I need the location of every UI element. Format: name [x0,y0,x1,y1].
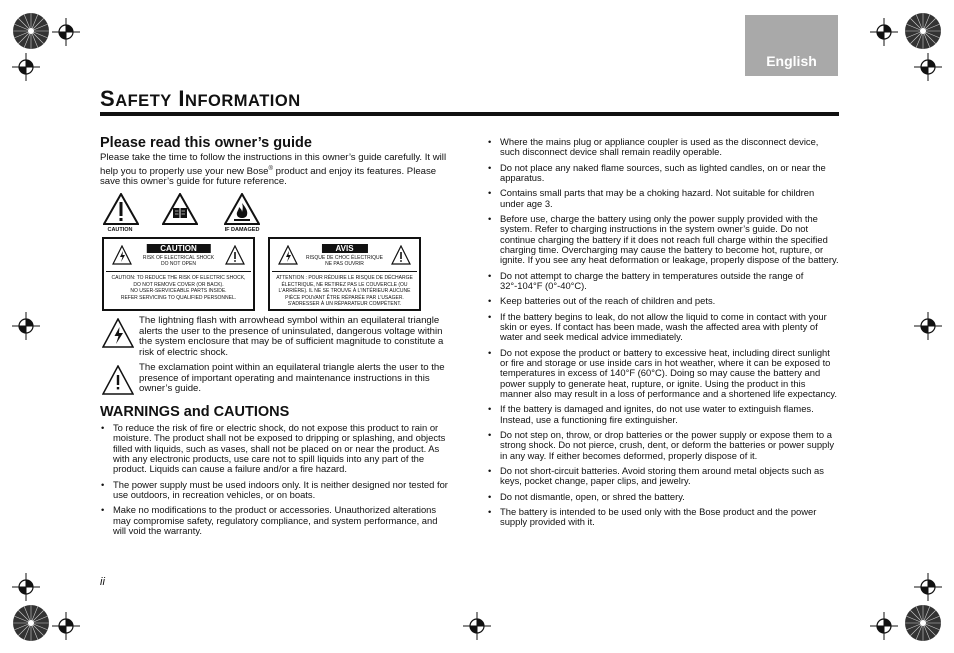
fire-triangle-icon [224,193,260,227]
sunburst-mark-icon [904,12,942,50]
caution-subtext: RISK OF ELECTRICAL SHOCK DO NOT OPEN [142,255,215,267]
owners-guide-text: product and enjoy its features. Please save this owner’s guide for future reference. [100,165,437,188]
owners-guide-text: Please take the time to follow the instructions in this owner’s guide carefully. It will help you to properly use your new Bose [100,152,447,177]
registration-mark-icon [870,612,898,640]
caution-divider [106,271,251,272]
avis-header: AVIS [321,244,367,253]
registration-mark-icon [12,312,40,340]
sunburst-mark-icon [12,12,50,50]
page-title [100,86,301,112]
title-initial: I [178,86,186,111]
list-item: • To reduce the risk of fire or electric shock, do not expose this product to rain or moisture. The product shall not be exposed to dripping or splashing, and objects filled with liquids, such as vases, shall not be placed on or near the product. As with any electronic products, use care not to spill liquids into any part of the product. Liquids can cause a failure and/or a fire hazard. [100,423,452,474]
exclamation-symbol-note: The exclamation point within an equilateral triangle alerts the user to the presence of important operating and maintenance instructions in this owner’s guide. [139,362,445,395]
list-item: • Do not place any naked flame sources, such as lighted candles, on or near the apparatus. [487,163,839,184]
list-item: • The power supply must be used indoors only. It is neither designed nor tested for use outdoors, in recreation vehicles, or on boats. [100,480,452,501]
avis-divider [272,271,417,272]
list-item: • Where the mains plug or appliance coupler is used as the disconnect device, such disconnect device shall remain readily operable. [487,137,839,158]
registration-mark-icon [12,53,40,81]
list-item: • Do not short-circuit batteries. Avoid storing them around metal objects such as keys, pocket change, paper clips, and jewelry. [487,466,839,487]
caution-label-box [102,237,255,311]
avis-subtext: RISQUE DE CHOC ÉLECTRIQUE NE PAS OUVRIR [306,255,383,267]
list-item: • Keep batteries out of the reach of children and pets. [487,296,839,306]
owners-guide-body [100,153,452,188]
lightning-symbol-note: The lightning flash with arrowhead symbol within an equilateral triangle alerts the user to the presence of uninsulated, dangerous voltage within the system enclosure that may be of sufficient magnitude to constitute a risk of electric shock. [139,315,444,358]
language-tab-label: English [766,53,817,69]
avis-label-box [268,237,421,311]
caution-body: CAUTION: TO REDUCE THE RISK OF ELECTRIC SHOCK, DO NOT REMOVE COVER (OR BACK). NO USER-SERVICEABLE PARTS INSIDE. REFER SERVICING TO QUALIFIED PERSONNEL. [111,275,246,301]
caution-header: CAUTION [146,244,210,253]
page-number: ii [100,576,105,588]
title-word-rest: NFORMATION [185,92,301,110]
list-item: • Before use, charge the battery using only the power supply provided with the system. Refer to charging instructions in the system owner’s guide. Do not continue charging the battery if it does not reach full charge within the specified charging time. Overcharging may cause the battery to become hot, rupture, or ignite. If you see any heat deformation or leakage, properly dispose of the battery. [487,214,839,265]
warnings-heading: WARNINGS and CAUTIONS [100,404,290,420]
list-item: • Make no modifications to the product or accessories. Unauthorized alterations may compromise safety, regulatory compliance, and system performance, and will void the warranty. [100,505,452,536]
list-item: • If the battery begins to leak, do not allow the liquid to come in contact with your skin or eyes. If contact has been made, wash the affected area with plenty of water and seek medical advice immediately. [487,312,839,343]
title-word-rest: AFETY [115,92,172,110]
list-item: • Do not attempt to charge the battery in temperatures outside the range of 32°-104°F (0°-40°C). [487,271,839,292]
list-item: • Do not step on, throw, or drop batteries or the power supply or expose them to a strong shock. Do not pierce, crush, dent, or deform the batteries or power supply in any way. If either becomes deformed, properly dispose of it. [487,430,839,461]
registration-mark-icon [52,612,80,640]
sunburst-mark-icon [904,604,942,642]
registration-mark-icon [463,612,491,640]
title-initial: S [100,86,116,111]
language-tab[interactable] [745,15,838,76]
if-damaged-label: IF DAMAGED [224,227,260,233]
registration-mark-icon [52,18,80,46]
registration-mark-icon [12,573,40,601]
registration-mark-icon [914,312,942,340]
owners-guide-heading: Please read this owner’s guide [100,135,312,151]
title-rule [100,112,839,116]
list-item: • If the battery is damaged and ignites, do not use water to extinguish flames. Instead, use a functioning fire extinguisher. [487,404,839,425]
registration-mark-icon [870,18,898,46]
caution-triangle-icon [103,193,139,227]
registration-mark-icon [914,573,942,601]
list-item: • Contains small parts that may be a choking hazard. Not suitable for children under age 3. [487,188,839,209]
registration-mark-icon [914,53,942,81]
lightning-triangle-icon [102,318,134,353]
list-item: • Do not dismantle, open, or shred the battery. [487,492,839,502]
list-item: • The battery is intended to be used only with the Bose product and the power supply provided with it. [487,507,839,528]
avis-body: ATTENTION : POUR RÉDUIRE LE RISQUE DE DÉCHARGE ÉLECTRIQUE, NE RETIREZ PAS LE COUVERCLE (OU L'ARRIÈRE). IL NE SE TROUVE À L'INTÉRIEUR AUCUNE PIÈCE POUVANT ÊTRE RÉPARÉE PAR L'USAGER. S'ADRESSER À UN RÉPARATEUR COMPÉTENT. [276,275,413,308]
warnings-list-left [100,423,452,541]
manual-triangle-icon [162,193,198,227]
warnings-list-right [487,137,839,533]
registered-mark: ® [268,165,273,172]
exclamation-triangle-icon [102,365,134,400]
caution-label: CAUTION [107,227,133,233]
sunburst-mark-icon [12,604,50,642]
list-item: • Do not expose the product or battery to excessive heat, including direct sunlight or fire and storage or use inside cars in hot weather, where it can be exposed to temperatures in excess of 140°F (60°C). Doing so may cause the battery and power supply to generate heat, rupture, or ignite. Using the product in this manner also may result in a loss of performance and a shortened life expectancy. [487,348,839,399]
